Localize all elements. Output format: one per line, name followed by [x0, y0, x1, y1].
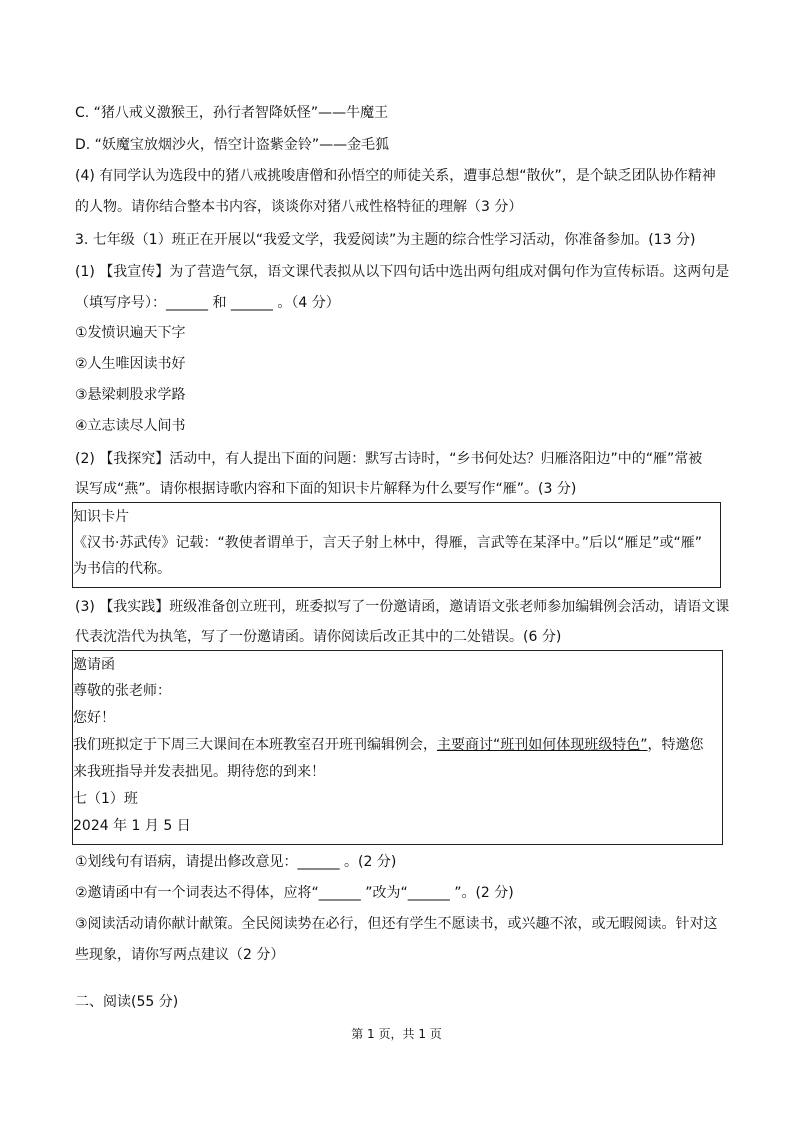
slogan-option-2: ②人生唯因读书好: [75, 356, 186, 372]
option-c: C. “猪八戒义激猴王，孙行者智降妖怪”——牛魔王: [75, 105, 389, 121]
sub-question-1: ①划线句有语病，请提出修改意见：______ 。(2 分): [75, 854, 397, 870]
invitation-body-pre: 我们班拟定于下周三大课间在本班教室召开班刊编辑例会，: [73, 737, 437, 753]
invitation-title: 邀请函: [73, 657, 115, 673]
section-2-heading: 二、阅读(55 分): [75, 994, 179, 1010]
sub-question-3-line-2: 些现象，请你写两点建议（2 分）: [75, 947, 285, 963]
option-d: D. “妖魔宝放烟沙火，悟空计盗紫金铃”——金毛狐: [75, 137, 390, 153]
invitation-body-line-2: 来我班指导并发表拙见。期待您的到来！: [73, 764, 325, 780]
question-3-header: 3. 七年级（1）班正在开展以“我爱文学，我爱阅读”为主题的综合性学习活动，你准备参加。(13 分): [75, 232, 696, 248]
part-3-line-1: (3) 【我实践】班级准备创立班刊，班委拟写了一份邀请函，邀请语文张老师参加编辑例会活动，请语文课: [75, 599, 730, 615]
invitation-letter-box: [72, 650, 723, 845]
invitation-signature: 七（1）班: [73, 791, 138, 807]
part-1-line-2: （填写序号）：______ 和 ______ 。（4 分）: [75, 295, 340, 311]
sub-question-2: ②邀请函中有一个词表达不得体，应将“______ ”改为“______ ”。(2 分): [75, 885, 514, 901]
invitation-body-line-1: [73, 735, 704, 755]
knowledge-card-line-2: 为书信的代称。: [73, 561, 171, 577]
part-1-line-1: (1) 【我宣传】为了营造气氛，语文课代表拟从以下四句话中选出两句组成对偶句作为宣传标语。这两句是: [75, 264, 730, 280]
sub-question-3-line-1: ③阅读活动请你献计献策。全民阅读势在必行，但还有学生不愿读书，或兴趣不浓，或无暇阅读。针对这: [75, 916, 718, 932]
knowledge-card-line-1: 《汉书·苏武传》记载：“教使者谓单于，言天子射上林中，得雁，言武等在某泽中。”后以“雁足”或“雁”: [73, 535, 702, 551]
knowledge-card-box: [72, 502, 721, 588]
slogan-option-1: ①发愤识遍天下字: [75, 325, 186, 341]
invitation-date: 2024 年 1 月 5 日: [73, 818, 191, 834]
question-4-line-1: (4) 有同学认为选段中的猪八戒挑唆唐僧和孙悟空的师徒关系，遭事总想“散伙”，是个缺乏团队协作精神: [75, 168, 716, 184]
part-3-line-2: 代表沈浩代为执笔，写了一份邀请函。请你阅读后改正其中的二处错误。(6 分): [75, 629, 562, 645]
page-footer: 第 1 页，共 1 页: [351, 1027, 442, 1041]
invitation-greeting: 您好！: [73, 710, 115, 726]
part-2-line-1: (2) 【我探究】活动中，有人提出下面的问题：默写古诗时，“乡书何处达？归雁洛阳边”中的“雁”常被: [75, 451, 703, 467]
underlined-sentence: 主要商讨“班刊如何体现班级特色”: [437, 737, 648, 753]
part-2-line-2: 误写成“燕”。请你根据诗歌内容和下面的知识卡片解释为什么要写作“雁”。(3 分): [75, 481, 577, 497]
question-4-line-2: 的人物。请你结合整本书内容，谈谈你对猪八戒性格特征的理解（3 分）: [75, 199, 523, 215]
invitation-salutation: 尊敬的张老师：: [73, 683, 171, 699]
knowledge-card-title: 知识卡片: [73, 509, 129, 525]
slogan-option-3: ③悬梁刺股求学路: [75, 387, 186, 403]
slogan-option-4: ④立志读尽人间书: [75, 418, 186, 434]
invitation-body-post: ，特邀您: [647, 737, 704, 753]
